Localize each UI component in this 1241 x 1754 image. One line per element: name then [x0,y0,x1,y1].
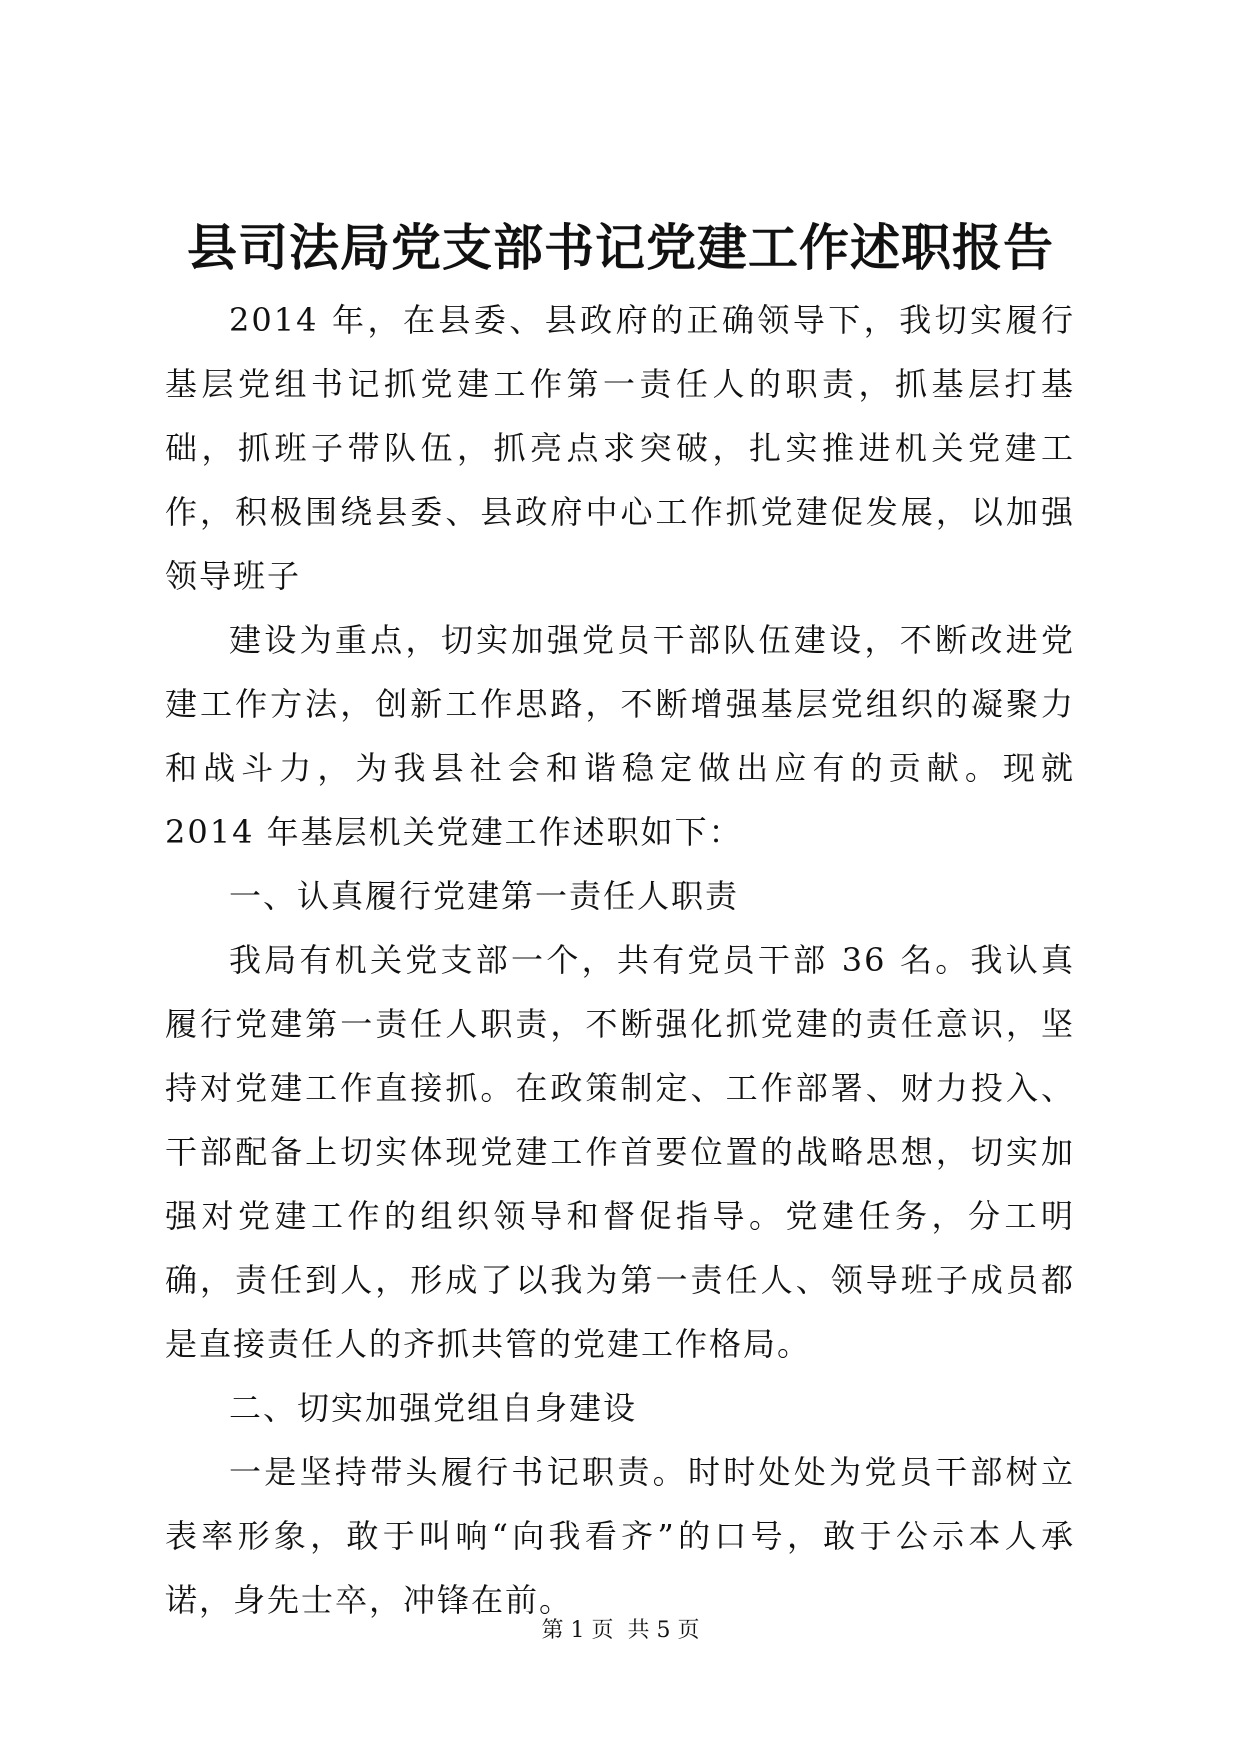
page-number: 第 1 页 共 5 页 [541,1618,700,1643]
document-body [165,288,1075,1632]
section-heading: 二、切实加强党组自身建设 [229,1389,638,1427]
paragraph: 我局有机关党支部一个，共有党员干部 36 名。我认真履行党建第一责任人职责，不断强化抓党建的责任意识，坚持对党建工作直接抓。在政策制定、工作部署、财力投入、干部配备上切实体现党建工作首要位置的战略思想，切实加强对党建工作的组织领导和督促指导。党建任务，分工明确，责任到人，形成了以我为第一责任人、领导班子成员都是直接责任人的齐抓共管的党建工作格局。 [165,941,1075,1363]
paragraph: 一是坚持带头履行书记职责。时时处处为党员干部树立表率形象，敢于叫响“向我看齐”的口号，敢于公示本人承诺，身先士卒，冲锋在前。 [165,1453,1075,1619]
section-heading: 一、认真履行党建第一责任人职责 [229,877,740,915]
page-footer [0,1616,1241,1646]
paragraph: 2014 年，在县委、县政府的正确领导下，我切实履行基层党组书记抓党建工作第一责任人的职责，抓基层打基础，抓班子带队伍，抓亮点求突破，扎实推进机关党建工作，积极围绕县委、县政府中心工作抓党建促发展，以加强领导班子 [165,301,1075,595]
document-title: 县司法局党支部书记党建工作述职报告 [187,218,1054,277]
paragraph: 建设为重点，切实加强党员干部队伍建设，不断改进党建工作方法，创新工作思路，不断增强基层党组织的凝聚力和战斗力，为我县社会和谐稳定做出应有的贡献。现就 2014 年基层机关党建工作述职如下： [165,621,1075,851]
